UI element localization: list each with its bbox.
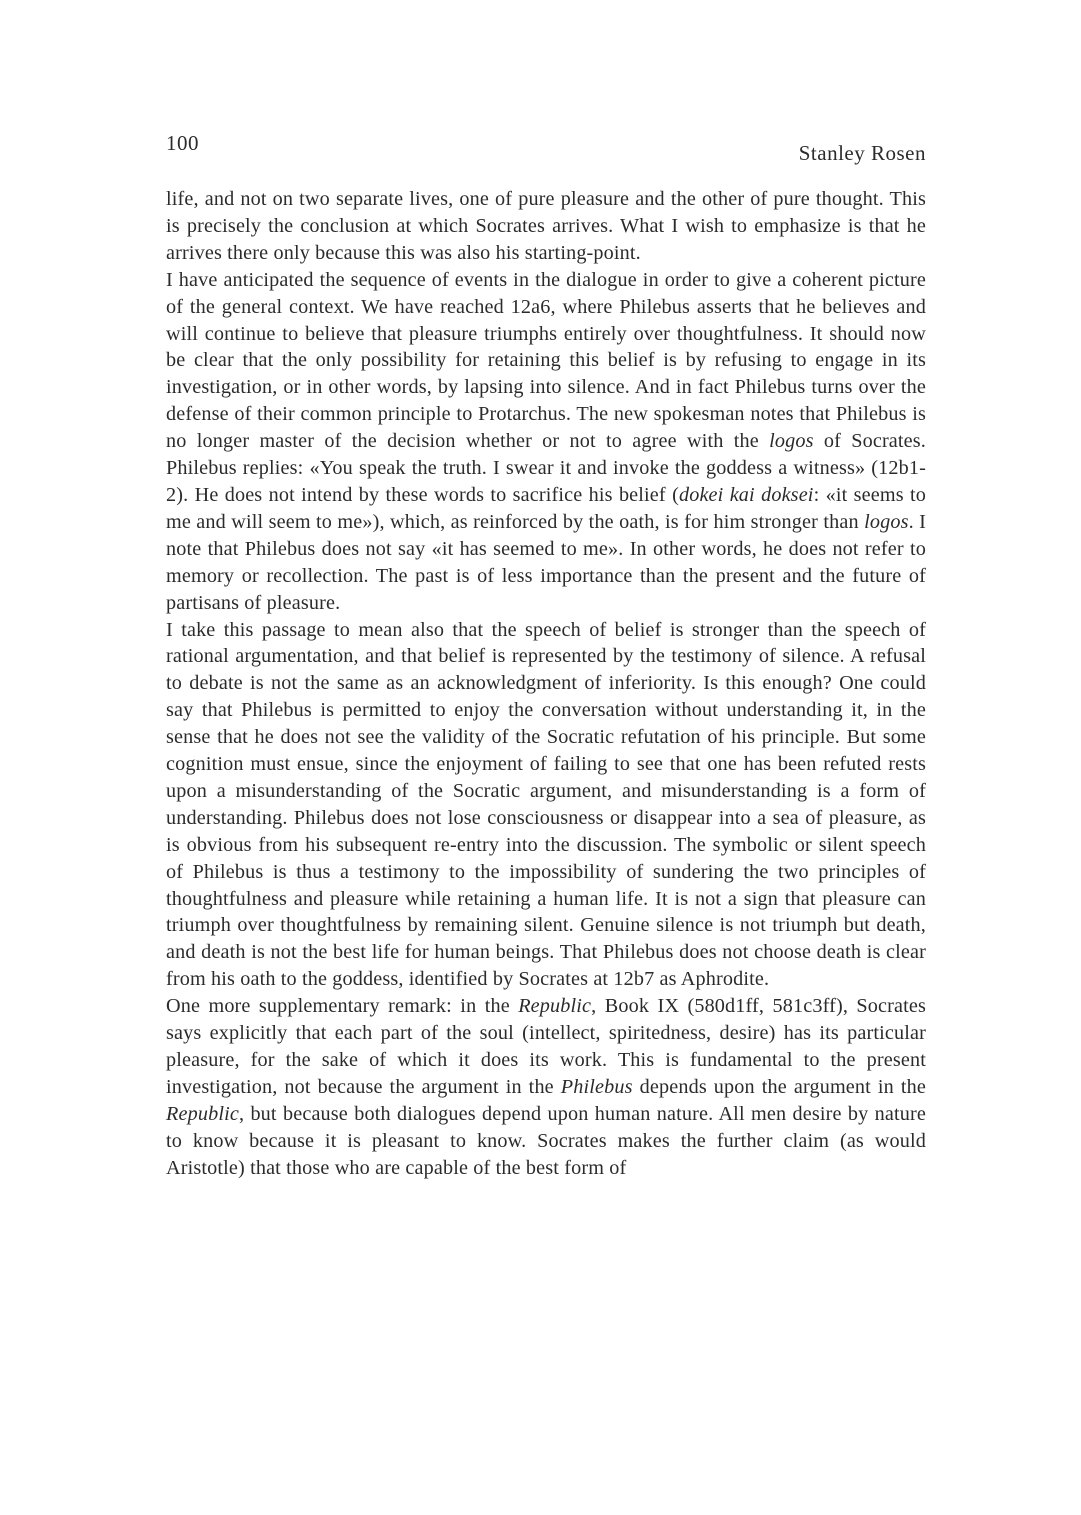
page-number: 100 xyxy=(166,131,199,155)
text-segment: One more supplementary remark: in the xyxy=(166,995,519,1018)
paragraph xyxy=(166,993,926,1181)
italic-term: logos xyxy=(864,510,909,533)
text-segment: , Book IX (580d1ff, 581c3ff), Socrates says explicitly that each part of the soul (intellect, spiritedness, desire) has its particular pleasure, for the sake of which it does its work. This is fundamental to the present investigation, not because the argument in the xyxy=(166,995,927,1098)
paragraph xyxy=(166,186,926,267)
italic-term: Philebus xyxy=(560,1075,633,1098)
paragraph xyxy=(166,267,926,617)
text-segment: I have anticipated the sequence of events in the dialogue in order to give a coherent picture of the general context. We have reached 12a6, where Philebus asserts that he believes and will continue to believe that pleasure triumphs entirely over thoughtfulness. It should now be clear that the only possibility for retaining this belief is by refusing to engage in its investigation, or in other words, by lapsing into silence. And in fact Philebus turns over the defense of their common principle to Protarchus. The new spokesman notes that Philebus is no longer master of the decision whether or not to agree with the xyxy=(166,268,926,453)
text-segment: . I note that Philebus does not say «it has seemed to me». In other words, he does not refer to memory or recollection. The past is of less importance than the present and the future of partisans of pleasure. xyxy=(166,510,926,614)
text-segment: I take this passage to mean also that the speech of belief is stronger than the speech of rational argumentation, and that belief is represented by the testimony of silence. A refusal to debate is not the same as an acknowledgment of inferiority. Is this enough? One could say that Philebus is permitted to enjoy the conversation without understanding it, in the sense that he does not see the validity of the Socratic refutation of his principle. But some cognition must ensue, since the enjoyment of failing to see that one has been refuted rests upon a misunderstanding of the Socratic argument, and misunderstanding is a form of understanding. Philebus does not lose consciousness or disappear into a sea of pleasure, as is obvious from his subsequent re-entry into the discussion. The symbolic or silent speech of Philebus is thus a testimony to the impossibility of sundering the two principles of thoughtfulness and pleasure while retaining a human life. It is not a sign that pleasure can triumph over thoughtfulness by remaining silent. Genuine silence is not triumph but death, and death is not the best life for human beings. That Philebus does not choose death is clear from his oath to the goddess, identified by Socrates at 12b7 as Aphrodite. xyxy=(166,618,926,991)
body-text xyxy=(166,186,926,1182)
italic-term: Republic xyxy=(518,995,592,1018)
text-segment: : «it seems to me and will seem to me»), which, as reinforced by the oath, is for him stronger than xyxy=(166,483,927,533)
text-segment: depends upon the argument in the xyxy=(632,1075,926,1098)
running-head: Stanley Rosen xyxy=(798,141,926,165)
text-segment: , but because both dialogues depend upon human nature. All men desire by nature to know because it is pleasant to know. Socrates makes the further claim (as would Aristotle) that those who are capable of the best form of xyxy=(166,1102,926,1179)
italic-term: Republic xyxy=(166,1102,239,1125)
text-segment: of Socrates. Philebus replies: «You speak the truth. I swear it and invoke the goddess a witness» (12b1-2). He does not intend by these words to sacrifice his belief ( xyxy=(166,430,926,506)
italic-term: dokei kai doksei xyxy=(678,483,814,506)
paragraph xyxy=(166,617,926,994)
text-segment: life, and not on two separate lives, one of pure pleasure and the other of pure thought. This is precisely the conclusion at which Socrates arrives. What I wish to emphasize is that he arrives there only because this was also his starting-point. xyxy=(166,188,926,264)
italic-term: logos xyxy=(769,430,814,453)
